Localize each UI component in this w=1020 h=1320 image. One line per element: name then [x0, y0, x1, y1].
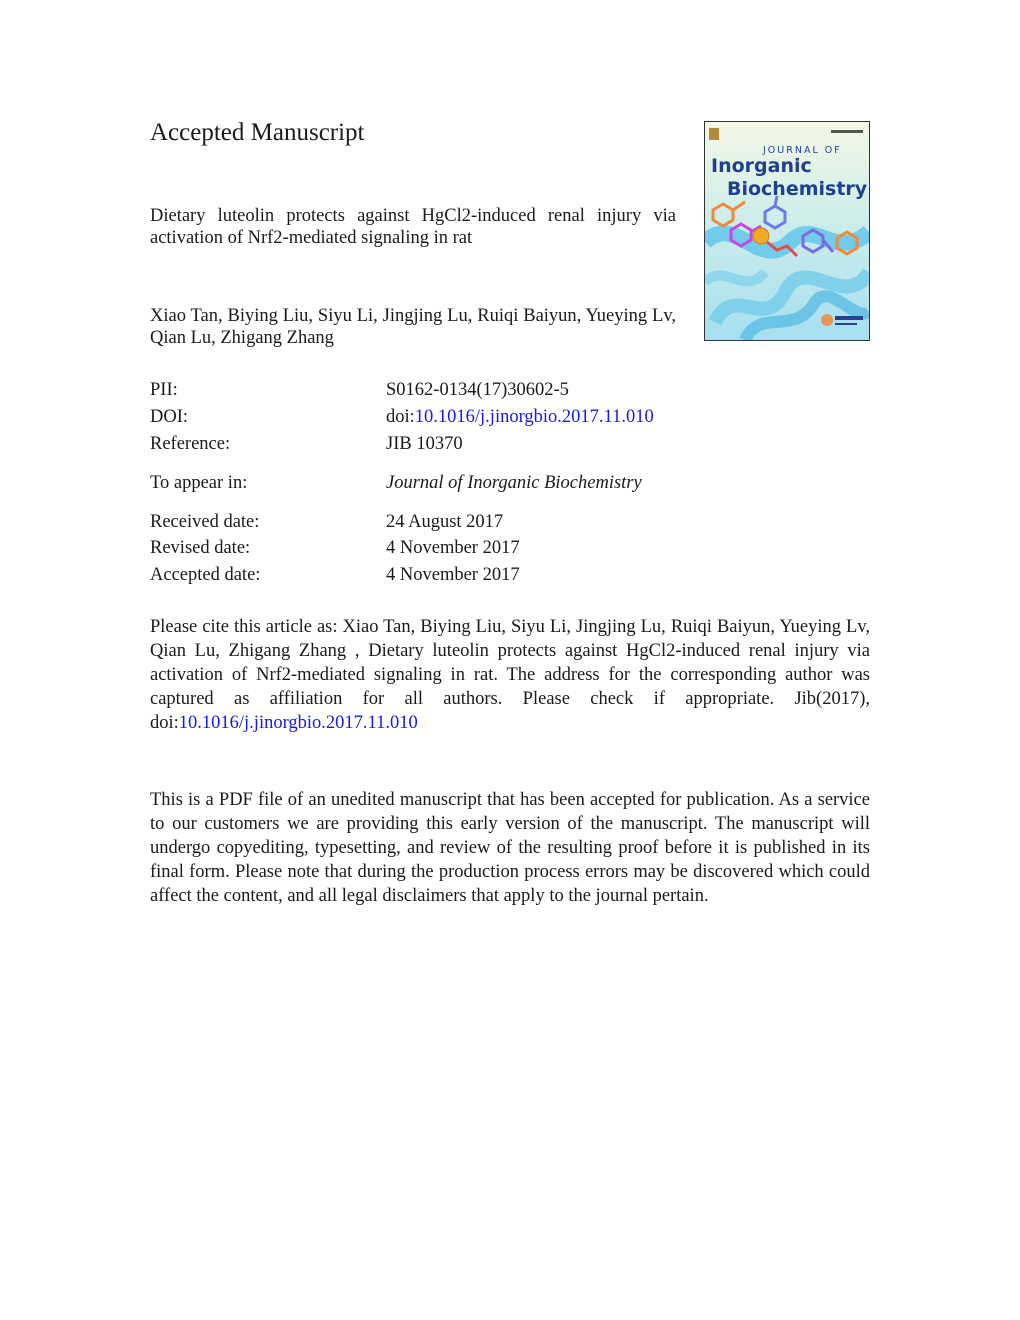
doi-link[interactable]: 10.1016/j.jinorgbio.2017.11.010	[414, 407, 654, 427]
citation-doi-link[interactable]: 10.1016/j.jinorgbio.2017.11.010	[178, 713, 418, 733]
pii-value: S0162-0134(17)30602-5	[386, 380, 569, 400]
received-date-label: Received date:	[150, 512, 260, 532]
accepted-date-label: Accepted date:	[150, 565, 261, 585]
pii-label: PII:	[150, 380, 178, 400]
publisher-logo-icon	[709, 128, 719, 140]
cover-journal-of: JOURNAL OF	[763, 145, 842, 156]
article-title: Dietary luteolin protects against HgCl2-induced renal injury via activation of Nrf2-mediated signaling in rat	[150, 206, 676, 248]
received-date-value: 24 August 2017	[386, 512, 504, 532]
revised-date-label: Revised date:	[150, 538, 251, 558]
journal-name: Journal of Inorganic Biochemistry	[386, 473, 642, 493]
mercury-atom-icon	[753, 228, 769, 244]
journal-cover-artwork	[705, 122, 869, 340]
doi-value	[386, 405, 654, 429]
citation-paragraph	[150, 615, 870, 735]
doi-label: DOI:	[150, 407, 189, 427]
journal-cover-image	[704, 121, 870, 341]
cover-biochemistry: Biochemistry	[727, 178, 868, 200]
revised-date-value: 4 November 2017	[386, 538, 520, 558]
cover-inorganic: Inorganic	[711, 155, 812, 177]
author-list: Xiao Tan, Biying Liu, Siyu Li, Jingjing Lu, Ruiqi Baiyun, Yueying Lv, Qian Lu, Zhigang Zhang	[150, 306, 676, 348]
reference-value: JIB 10370	[386, 434, 463, 454]
citation-text: Please cite this article as: Xiao Tan, Biying Liu, Siyu Li, Jingjing Lu, Ruiqi Baiyun, Yueying Lv, Qian Lu, Zhigang Zhang , Dietary luteolin protects against HgCl2-induced renal injury via activation of Nrf2-mediated signaling in rat. The address for the corresponding author was captured as affiliation for all authors. Please check if appropriate. Jib(2017), doi:	[150, 617, 870, 733]
reference-label: Reference:	[150, 434, 231, 454]
doi-prefix: doi:	[386, 407, 415, 427]
appear-in-label: To appear in:	[150, 473, 248, 493]
page-title: Accepted Manuscript	[150, 119, 365, 146]
manuscript-notice: This is a PDF file of an unedited manuscript that has been accepted for publication. As a service to our customers we are providing this early version of the manuscript. The manuscript will undergo copyediting, typesetting, and review of the resulting proof before it is published in its final form. Please note that during the production process errors may be discovered which could affect the content, and all legal disclaimers that apply to the journal pertain.	[150, 790, 870, 906]
accepted-date-value: 4 November 2017	[386, 565, 520, 585]
